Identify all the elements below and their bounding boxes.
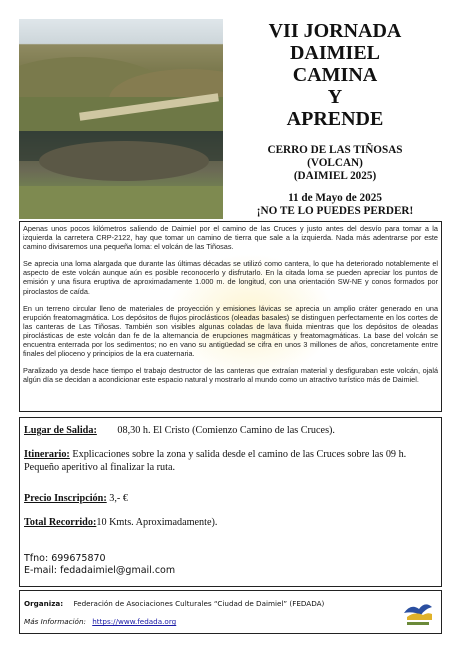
itinerary-extra: Pequeño aperitivo al finalizar la ruta.	[24, 461, 176, 473]
page-title	[228, 20, 442, 130]
organizer-label: Organiza:	[24, 599, 64, 608]
price-row	[24, 493, 437, 506]
organizer-row	[24, 599, 324, 608]
distance-label: Total Recorrido:	[24, 517, 97, 528]
itinerary-label: Itinerario:	[24, 449, 70, 460]
event-date	[228, 192, 442, 218]
phone-text: Tfno: 699675870	[24, 553, 106, 564]
title-line: DAIMIEL	[289, 42, 380, 64]
subtitle-line: CERRO DE LAS TIÑOSAS	[267, 144, 403, 156]
subtitle	[228, 144, 442, 183]
quarry-rock	[39, 141, 209, 181]
price-value: 3,- €	[106, 493, 128, 504]
more-info-row	[24, 617, 176, 626]
slogan-line: ¡NO TE LO PUEDES PERDER!	[256, 205, 414, 217]
field-shape	[19, 186, 223, 219]
website-link[interactable]: https://www.fedada.org	[92, 617, 177, 626]
email-text[interactable]: E-mail: fedadaimiel@gmail.com	[24, 565, 176, 576]
description-paragraph: Paralizado ya desde hace tiempo el trabajo destructor de las canteras que extraían material y desfiguraban este volcán, ojalá algún día se decidan a acondicionar este espacio natural y mostrarlo al mundo como un atractivo turístico más de Daimiel.	[23, 366, 438, 385]
distance-value: 10 Kmts. Aproximadamente).	[96, 517, 218, 528]
itinerary-row	[24, 449, 437, 474]
photo-volcano-landscape	[19, 19, 223, 131]
photo-volcano-quarry	[19, 131, 223, 219]
title-line: CAMINA	[292, 64, 378, 86]
departure-value: 08,30 h. El Cristo (Comienzo Camino de las Cruces).	[117, 425, 335, 436]
departure-label: Lugar de Salida:	[24, 425, 97, 436]
itinerary-value: Explicaciones sobre la zona y salida desde el camino de las Cruces sobre las 09 h.	[69, 449, 407, 460]
title-line: APRENDE	[286, 108, 384, 130]
subtitle-line: (DAIMIEL 2025)	[293, 170, 377, 182]
title-line: VII JORNADA	[268, 20, 402, 42]
description-paragraph: En un terreno circular lleno de materiales de proyección y emisiones lávicas se aprecia un amplio cráter generado en una erupción freatomagmática. Los depósitos de flujos piroclásticos (oleadas basales) se distinguen perfectamente en los cortes de las canteras de Las Tiñosas. También son visibles algunas coladas de lava fluida mientras que los depósitos de oleadas piroclásticas de este volcán dan fe de la alternancia de erupciones magmáticas y freatomagmáticas. La base del volcán se encuentra enterrada por los sedimentos; no en vano su antigüedad se cifra en unos 3 millones de años, concretamente entre finales del plioceno y principios de la era cuaternaria.	[23, 303, 438, 359]
more-info-label: Más Información:	[24, 617, 86, 626]
price-label: Precio Inscripción:	[24, 493, 107, 504]
organizer-value: Federación de Asociaciones Culturales “Ciudad de Daimiel” (FEDADA)	[73, 599, 325, 608]
event-info-box	[19, 417, 442, 587]
footer-box	[19, 590, 442, 634]
description-paragraph: Se aprecia una loma alargada que durante las últimas décadas se utilizó como cantera, lo que ha deteriorado notablemente el aspecto de este volcán aunque aún es posible reconocerlo y disfrutarlo. En la citada loma se pueden apreciar los puntos de emisión y una fisura eruptiva de aproximadamente 1.000 m. de longitud, con una orientación SW-NE y conos formados por piroclastos de caída.	[23, 259, 438, 296]
description-paragraph: Apenas unos pocos kilómetros saliendo de Daimiel por el camino de las Cruces y justo antes del desvío para tomar a la izquierda la carretera CRP-2122, hay que tomar un camino de tierra que sale a la izquierda. Nada más adentrarse por este camino divisaremos una pequeña loma: el volcán de las Tiñosas.	[23, 224, 438, 252]
date-line: 11 de Mayo de 2025	[288, 192, 382, 204]
subtitle-line: (VOLCAN)	[307, 157, 363, 169]
departure-row	[24, 425, 437, 438]
title-line: Y	[327, 86, 343, 108]
description-box	[19, 221, 442, 412]
fedada-logo-icon	[401, 595, 435, 629]
distance-row	[24, 517, 437, 530]
